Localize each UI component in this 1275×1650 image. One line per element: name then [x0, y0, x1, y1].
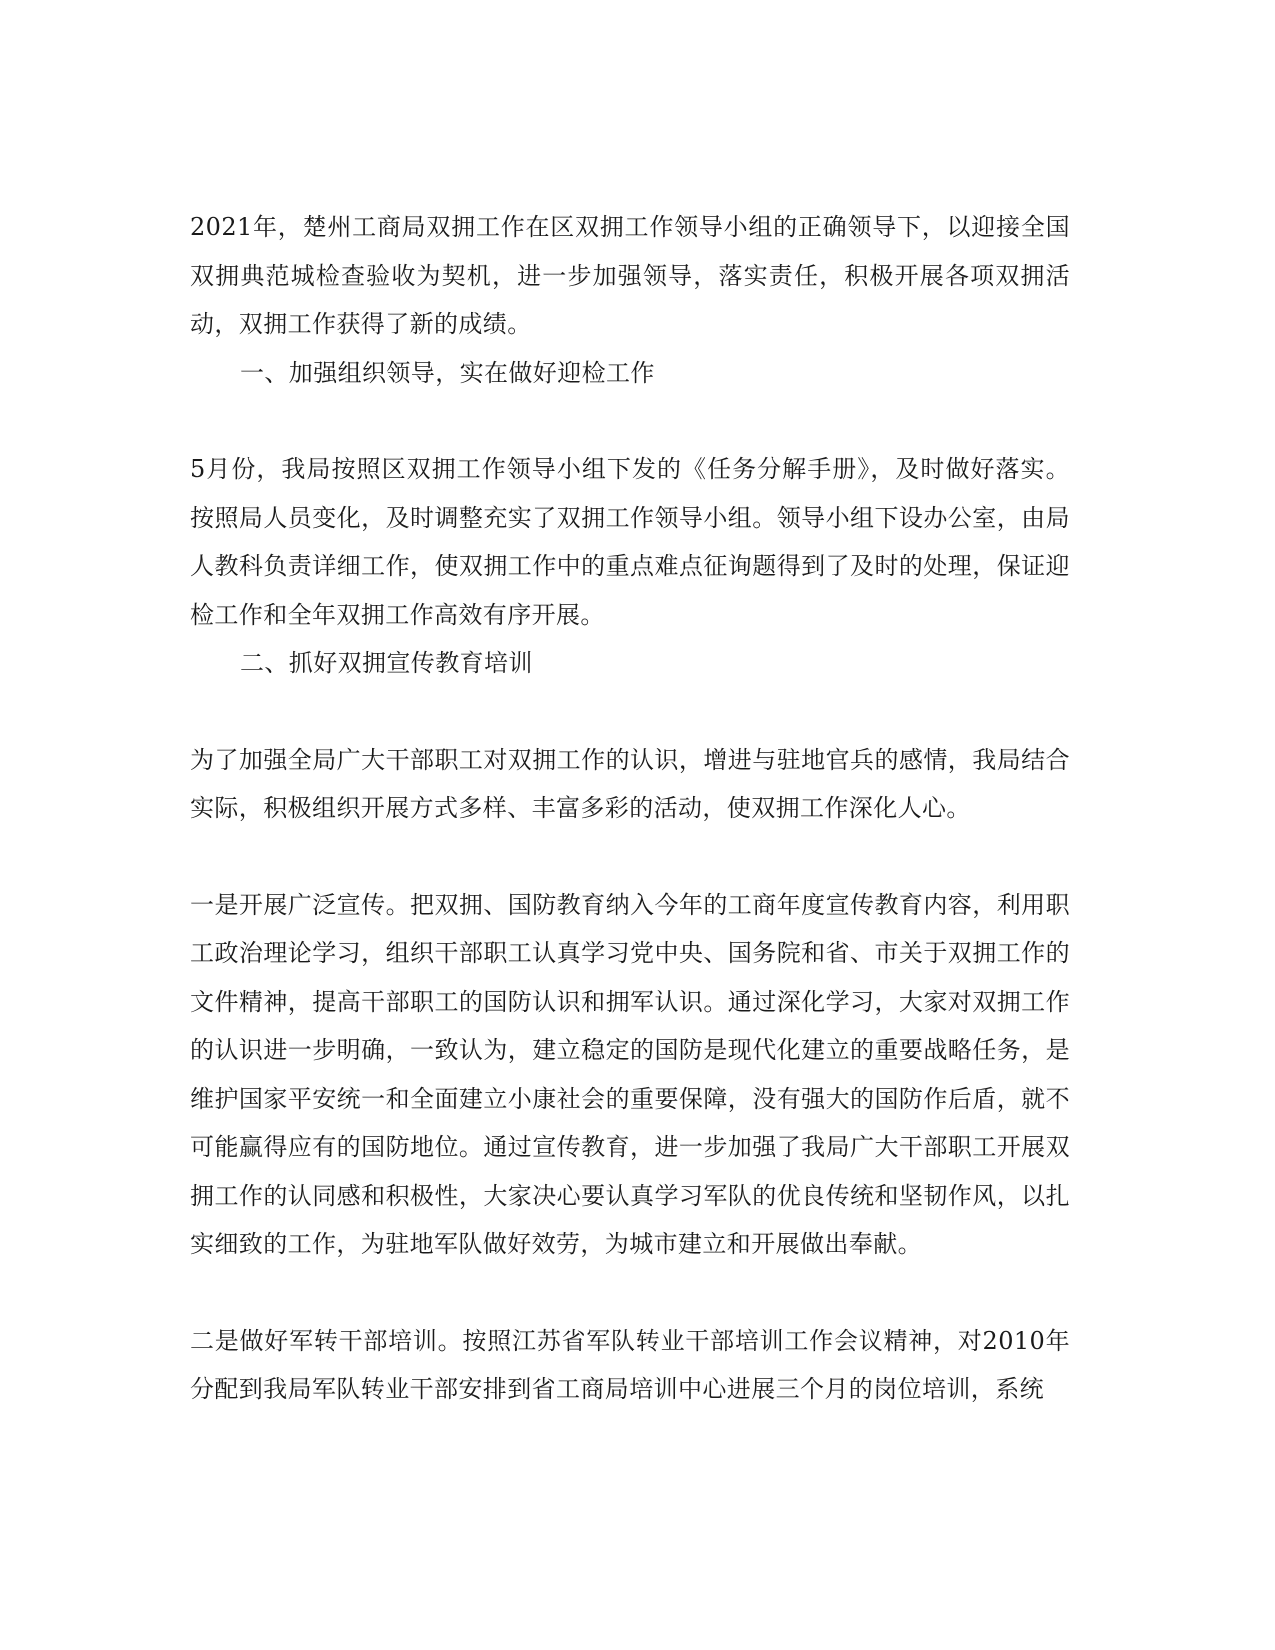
- section-heading-2: 二、抓好双拥宣传教育培训: [240, 649, 533, 677]
- section-2-intro-paragraph: 为了加强全局广大干部职工对双拥工作的认识，增进与驻地官兵的感情，我局结合实际，积极组织开展方式多样、丰富多彩的活动，使双拥工作深化人心。: [190, 745, 1070, 822]
- training-paragraph: 二是做好军转干部培训。按照江苏省军队转业干部培训工作会议精神，对2010年分配到我局军队转业干部安排到省工商局培训中心进展三个月的岗位培训，系统: [190, 1326, 1070, 1403]
- intro-paragraph: 2021年，楚州工商局双拥工作在区双拥工作领导小组的正确领导下，以迎接全国双拥典范城检查验收为契机，进一步加强领导，落实责任，积极开展各项双拥活动，双拥工作获得了新的成绩。: [190, 213, 1070, 338]
- publicity-paragraph: 一是开展广泛宣传。把双拥、国防教育纳入今年的工商年度宣传教育内容，利用职工政治理论学习，组织干部职工认真学习党中央、国务院和省、市关于双拥工作的文件精神，提高干部职工的国防认识和拥军认识。通过深化学习，大家对双拥工作的认识进一步明确，一致认为，建立稳定的国防是现代化建立的重要战略任务，是维护国家平安统一和全面建立小康社会的重要保障，没有强大的国防作后盾，就不可能赢得应有的国防地位。通过宣传教育，进一步加强了我局广大干部职工开展双拥工作的认同感和积极性，大家决心要认真学习军队的优良传统和坚韧作风，以扎实细致的工作，为驻地军队做好效劳，为城市建立和开展做出奉献。: [190, 890, 1070, 1258]
- section-1-paragraph: 5月份，我局按照区双拥工作领导小组下发的《任务分解手册》，及时做好落实。按照局人员变化，及时调整充实了双拥工作领导小组。领导小组下设办公室，由局人教科负责详细工作，使双拥工作中的重点难点征询题得到了及时的处理，保证迎检工作和全年双拥工作高效有序开展。: [190, 455, 1070, 629]
- document-body: [190, 203, 1070, 1414]
- section-heading-1: 一、加强组织领导，实在做好迎检工作: [240, 358, 655, 387]
